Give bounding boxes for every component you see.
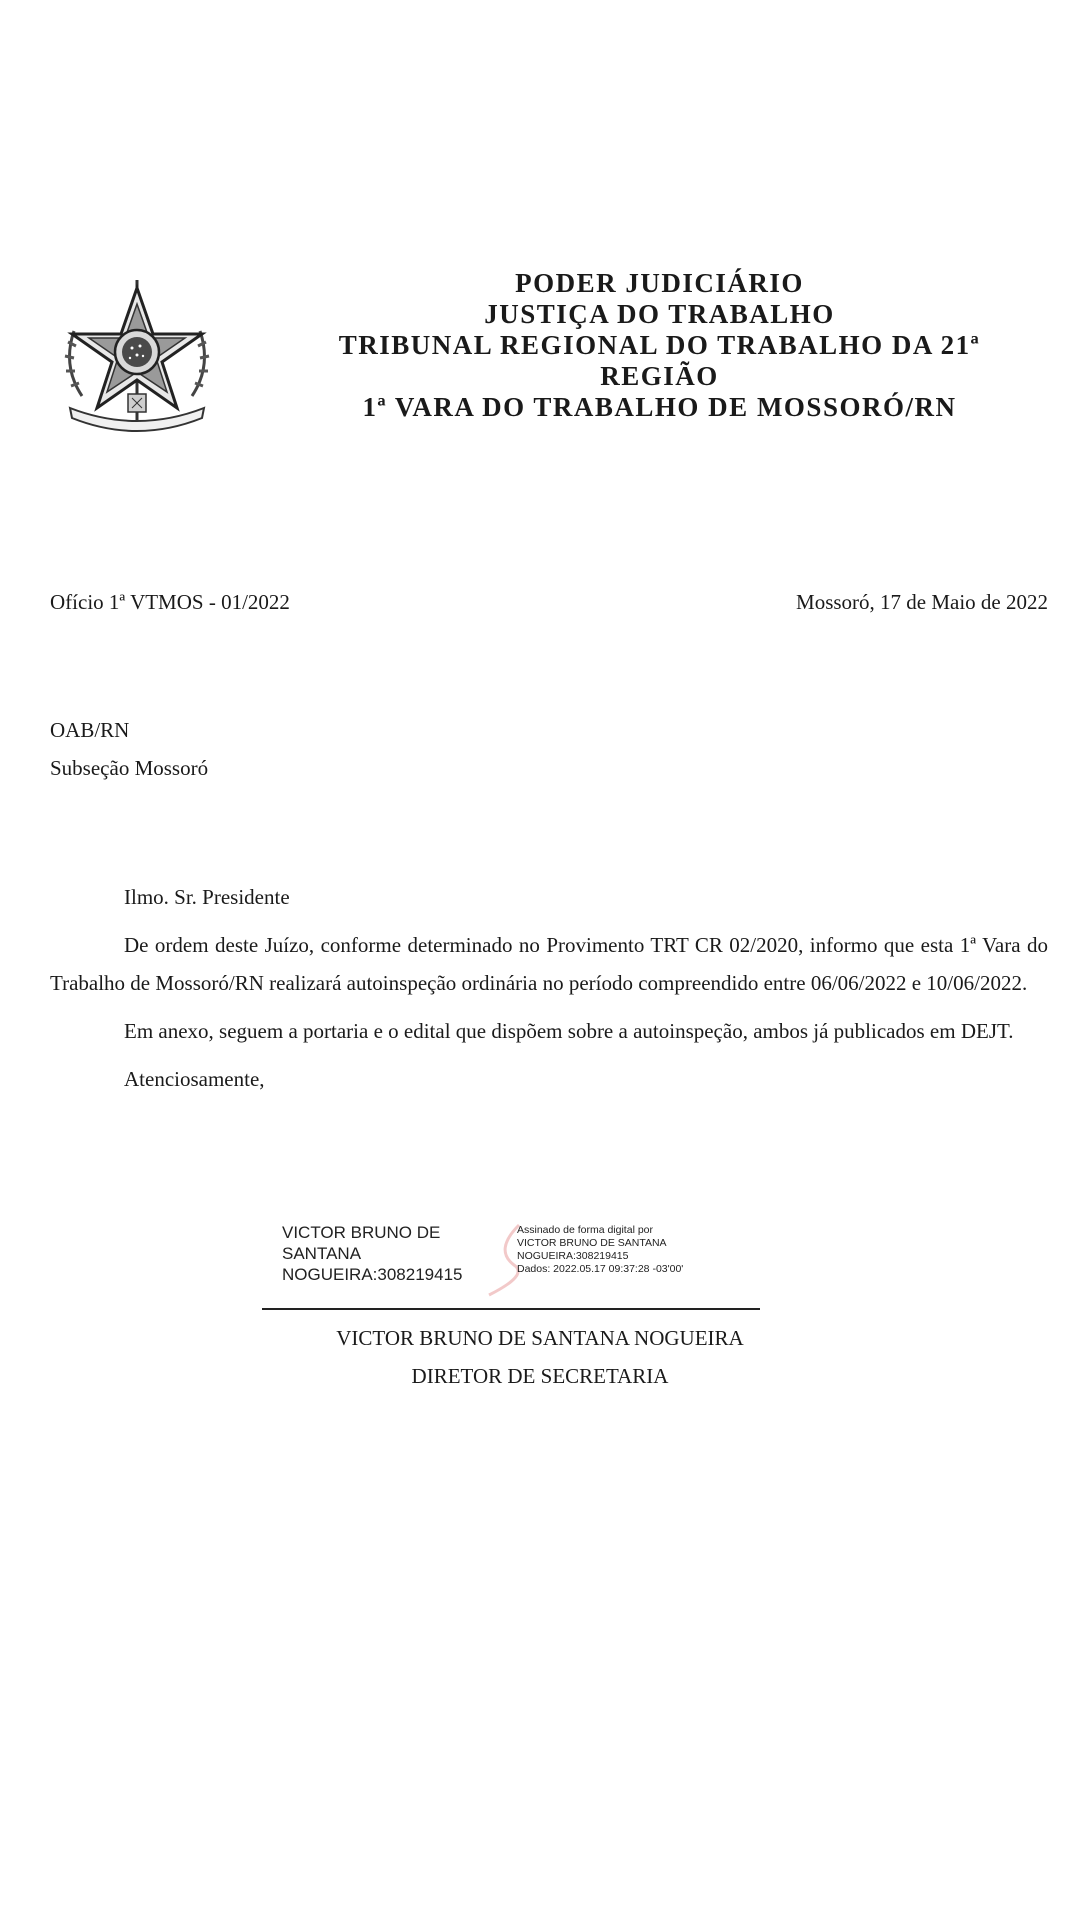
letterhead [52, 268, 1052, 438]
signer-name-digital [282, 1222, 463, 1285]
stamp-line-3: NOGUEIRA:308219415 [517, 1250, 629, 1262]
body-paragraph-2: Em anexo, seguem a portaria e o edital que dispõem sobre a autoinspeção, ambos já publicados em DEJT. [124, 1019, 1014, 1043]
header-line-2: JUSTIÇA DO TRABALHO [484, 299, 835, 329]
stamp-line-1: Assinado de forma digital por [517, 1224, 653, 1236]
signer-name-line-1: VICTOR BRUNO DE [282, 1223, 441, 1242]
signature-stamp [517, 1224, 683, 1276]
signer-name-line-2: SANTANA [282, 1244, 362, 1263]
stamp-line-2: VICTOR BRUNO DE SANTANA [517, 1237, 667, 1249]
signer-title: DIRETOR DE SECRETARIA [411, 1364, 669, 1388]
brazil-coat-of-arms-icon [52, 276, 222, 441]
header-line-4: REGIÃO [600, 361, 719, 391]
closing: Atenciosamente, [124, 1067, 265, 1091]
header-line-3: TRIBUNAL REGIONAL DO TRABALHO DA 21ª [338, 330, 981, 360]
letterhead-title [267, 268, 1052, 423]
header-line-5: 1ª VARA DO TRABALHO DE MOSSORÓ/RN [362, 392, 957, 422]
signer-identification [0, 1319, 1080, 1395]
signer-name: VICTOR BRUNO DE SANTANA NOGUEIRA [336, 1326, 744, 1350]
body-paragraph-1: De ordem deste Juízo, conforme determinado no Provimento TRT CR 02/2020, informo que esta 1ª Vara do Trabalho de Mossoró/RN realizará autoinspeção ordinária no período compreendido entre 06/06/2022 e 10/06/2022. [50, 933, 1048, 995]
recipient-line-2: Subseção Mossoró [50, 756, 209, 780]
office-number: Ofício 1ª VTMOS - 01/2022 [50, 590, 290, 614]
recipient-block [50, 711, 208, 787]
letter-body [50, 878, 1048, 1108]
recipient-line-1: OAB/RN [50, 718, 130, 742]
place-date: Mossoró, 17 de Maio de 2022 [796, 590, 1048, 614]
header-line-1: PODER JUDICIÁRIO [515, 268, 804, 298]
signature-line [262, 1308, 760, 1310]
stamp-line-4: Dados: 2022.05.17 09:37:28 -03'00' [517, 1263, 684, 1275]
salutation: Ilmo. Sr. Presidente [124, 885, 290, 909]
signer-name-line-3: NOGUEIRA:308219415 [282, 1265, 463, 1284]
